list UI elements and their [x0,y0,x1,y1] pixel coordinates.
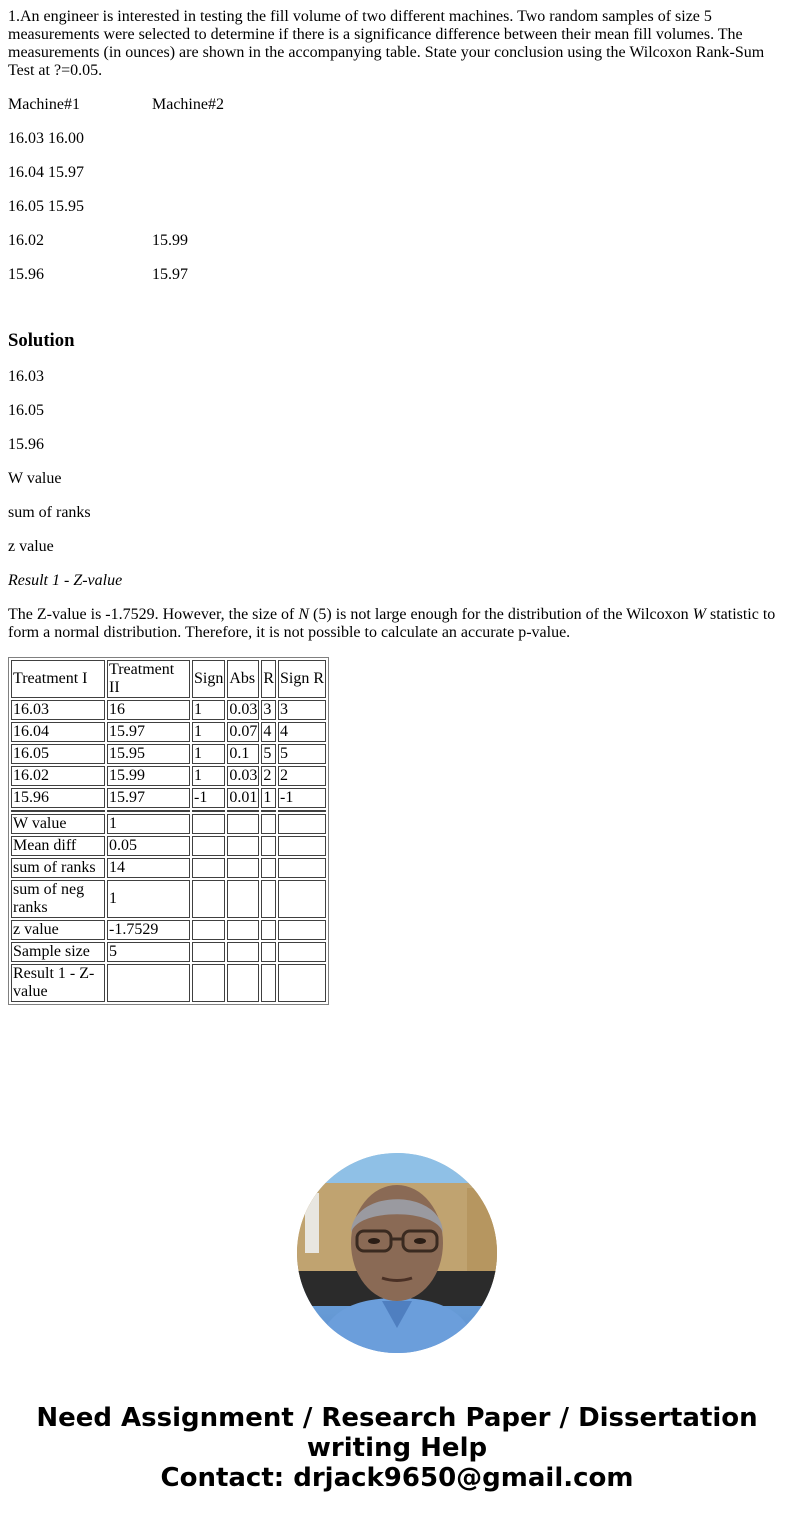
cell: 0.1 [227,744,259,764]
table-separator [11,810,326,812]
solution-line: 15.96 [8,436,44,453]
cell: 3 [278,700,326,720]
conclusion-part: statistic to form a normal distribution. Therefore, it is not possible to calculate an accurate p-value. [8,606,776,641]
cell: 1 [261,788,276,808]
summary-label: Result 1 - Z-value [11,964,105,1002]
cell: 15.99 [107,766,190,786]
result-label: Result 1 - Z-value [8,572,123,589]
data-line-b: 15.99 [152,232,188,249]
cell: 15.96 [11,788,105,808]
question-text: 1.An engineer is interested in testing the fill volume of two different machines. Two random samples of size 5 measurements were selected to determine if there is a significance difference between their mean fill volumes. The measurements (in ounces) are shown in the accompanying table. State your conclusion using the Wilcoxon Rank-Sum Test at ?=0.05. [8,8,765,79]
cell: -1 [192,788,225,808]
cell: 16.03 [11,700,105,720]
wilcoxon-table [8,657,329,1005]
cell: 1 [192,766,225,786]
cell: 0.01 [229,789,258,806]
solution-line: 16.03 [8,368,44,385]
header-cell: Sign R [278,660,326,698]
cell: 15.97 [107,788,190,808]
data-line [8,232,786,250]
cell: 2 [278,766,326,786]
data-line-b: 15.97 [152,266,188,283]
summary-value: 14 [107,858,190,878]
table-header-row [11,660,326,698]
cell: 5 [278,744,326,764]
summary-label: Mean diff [11,836,105,856]
cell: 4 [278,722,326,742]
n-symbol: N [298,606,310,623]
summary-row [11,942,326,962]
header-cell: Treatment I [11,660,105,698]
machine-2-header: Machine#2 [152,96,224,113]
machine-headers [8,96,786,114]
summary-row [11,964,326,1002]
cell: 16.04 [11,722,105,742]
cell: 16.02 [11,766,105,786]
solution-heading: Solution [8,330,75,351]
summary-label: sum of ranks [11,858,105,878]
cell: 15.97 [107,722,190,742]
cell: 0.03 [229,767,258,784]
summary-row [11,880,326,918]
cell: 16.05 [11,744,105,764]
conclusion-part: The Z-value is -1.7529. However, the size of [8,606,299,623]
conclusion-text [8,606,786,642]
contact-footer [0,1403,794,1493]
cell: 3 [261,700,276,720]
solution-line: 16.05 [8,402,44,419]
data-line [8,164,786,182]
header-cell: R [261,660,276,698]
summary-row [11,858,326,878]
footer-line: Need Assignment / Research Paper / Dissertation [36,1403,758,1433]
cell: 1 [192,700,225,720]
person-photo-icon [297,1153,497,1353]
summary-value: 0.05 [107,836,190,856]
data-line-a: 16.05 15.95 [8,198,84,215]
cell: 1 [192,722,225,742]
table-row [11,766,326,786]
data-line [8,130,786,148]
data-line [8,198,786,216]
table-row [11,788,326,808]
summary-value [107,964,190,1002]
table-row [11,744,326,764]
w-symbol: W [692,606,706,623]
header-cell: Abs [227,660,259,698]
cell: 5 [261,744,276,764]
summary-value: 1 [107,880,190,918]
cell: -1 [278,788,326,808]
header-cell: Sign [192,660,225,698]
data-line-a: 16.04 15.97 [8,164,84,181]
summary-label: sum of neg ranks [11,880,105,918]
summary-row [11,920,326,940]
summary-row [11,814,326,834]
conclusion-part: (5) is not large enough for the distribution of the Wilcoxon [309,606,693,623]
summary-row [11,836,326,856]
table-row [11,700,326,720]
header-cell: Treatment II [107,660,190,698]
summary-value: -1.7529 [107,920,190,940]
summary-label: Sample size [11,942,105,962]
solution-line: z value [8,538,54,555]
data-line-a: 16.03 16.00 [8,130,84,147]
cell: 0.03 [229,701,258,718]
table-row [11,722,326,742]
cell: 2 [261,766,276,786]
author-avatar [297,1153,497,1353]
summary-value: 1 [107,814,190,834]
cell: 16 [107,700,190,720]
solution-line: sum of ranks [8,504,91,521]
cell: 1 [192,744,225,764]
cell: 15.95 [107,744,190,764]
data-line [8,266,786,284]
summary-value: 5 [107,942,190,962]
footer-contact: Contact: drjack9650@gmail.com [160,1463,634,1493]
summary-label: z value [11,920,105,940]
cell: 4 [261,722,276,742]
footer-line: writing Help [306,1433,488,1463]
machine-1-header: Machine#1 [8,96,80,113]
cell: 0.07 [229,723,258,740]
solution-line: W value [8,470,62,487]
summary-label: W value [11,814,105,834]
data-line-a: 15.96 [8,266,44,283]
data-line-a: 16.02 [8,232,44,249]
